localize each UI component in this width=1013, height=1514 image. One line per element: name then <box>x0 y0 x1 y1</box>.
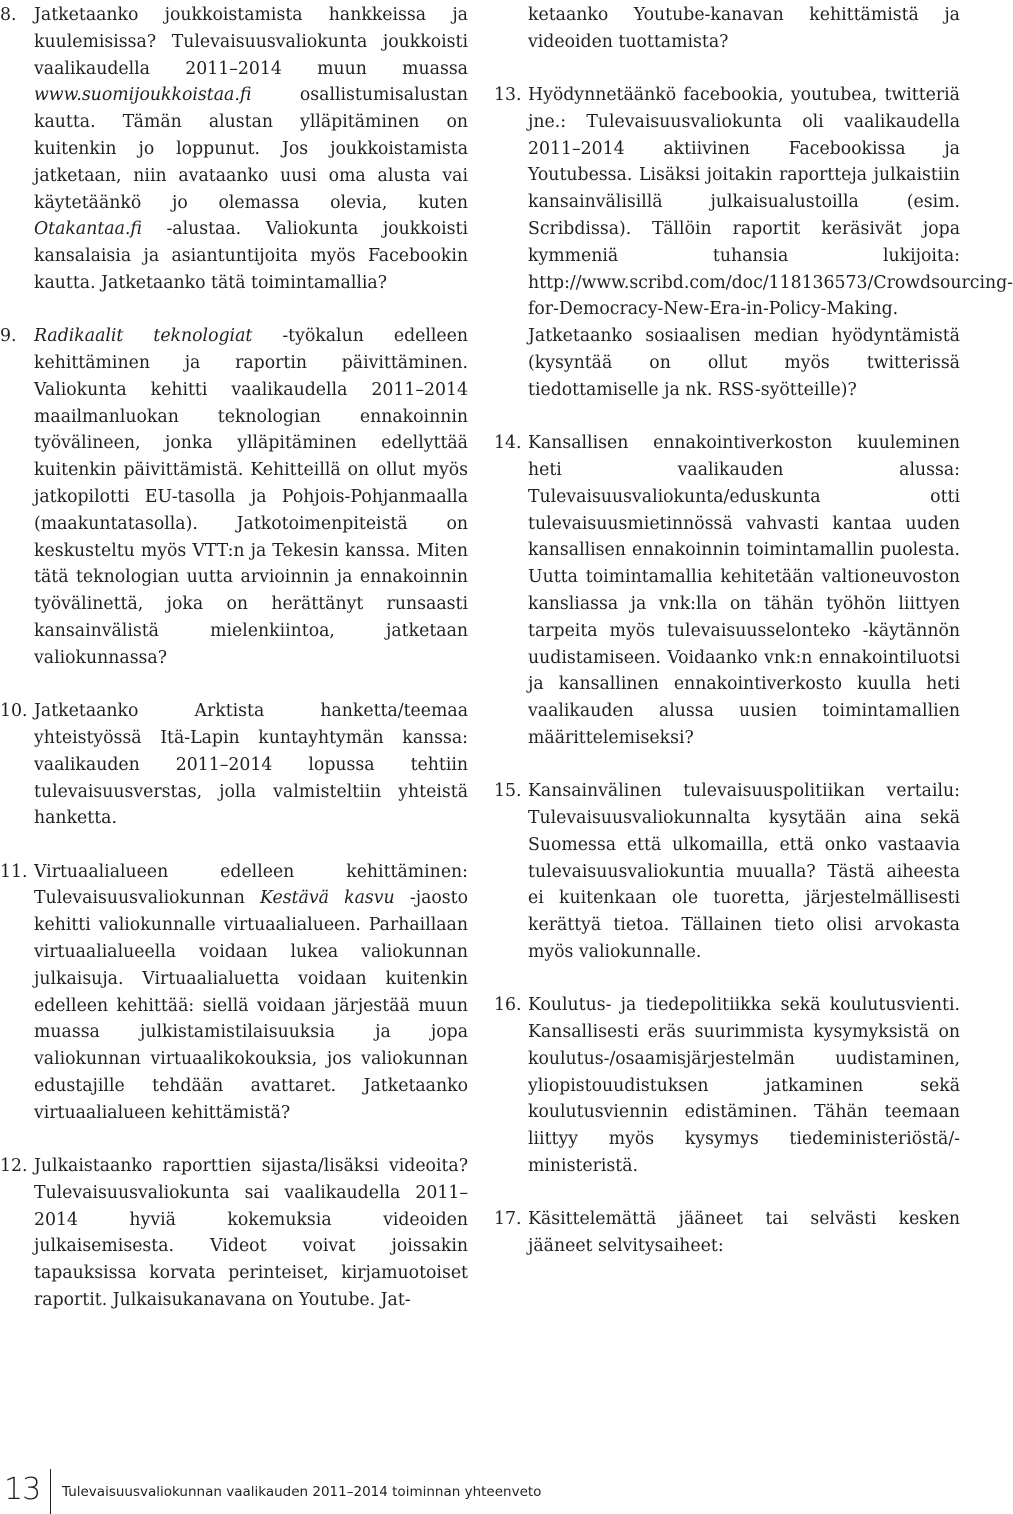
item-text: Hyödynnetäänkö facebookia, youtubea, twitteriä jne.: Tulevaisuusvaliokunta oli vaalikaudella 2011–2014 aktiivinen Facebookissa ja Youtubessa. Lisäksi joitakin raportteja julkaistiin kansainvälisillä julkaisualustoilla (esim. Scribdissa). Tällöin raportit keräsivät jopa kymmeniä tuhansia lukijoita: http://www.scribd.com/doc/118136573/Crowdsourcing-for-Democracy-New-Era-in-Policy-Making. Jatketaanko sosiaalisen median hyödyntämistä (kysyntää on ollut myös twitterissä tiedottamiselle ja nk. RSS-syötteille)? <box>528 85 1013 400</box>
list-item <box>494 778 960 966</box>
item-number: 12. <box>0 1156 28 1177</box>
list-item <box>0 698 468 832</box>
list-item-continuation <box>494 2 960 56</box>
footer-title: Tulevaisuusvaliokunnan vaalikauden 2011–2014 toiminnan yhteenveto <box>62 1484 542 1500</box>
left-column <box>0 2 468 1340</box>
item-text: Kansallisen ennakointiverkoston kuuleminen heti vaalikauden alussa: Tulevaisuusvaliokunta/eduskunta otti tulevaisuusmietinnössä vahvasti kantaa uuden kansallisen ennakoinnin toimintamallin puolesta. Uutta toimintamallia kehitetään valtioneuvoston kansliassa ja vnk:lla on tähän työhön liittyen tarpeita myös tulevaisuusselonteko -käytännön uudistamiseen. Voidaanko vnk:n ennakointiluotsi ja kansallinen ennakointiverkosto kuulla heti vaalikauden alussa uusien toimintamallien määrittelemiseksi? <box>528 433 960 748</box>
item-number: 10. <box>0 701 28 722</box>
list-item <box>494 1206 960 1260</box>
item-number: 15. <box>494 781 522 802</box>
item-text: Jatketaanko Arktista hanketta/teemaa yhteistyössä Itä-Lapin kuntayhtymän kanssa: vaalikauden 2011–2014 lopussa tehtiin tulevaisuusverstas, jolla valmisteltiin yhteistä hanketta. <box>34 701 468 829</box>
page-footer <box>0 1444 960 1514</box>
item-list-right <box>494 2 1013 1260</box>
item-number: 16. <box>494 995 522 1016</box>
list-item <box>494 430 960 752</box>
item-number: 17. <box>494 1209 522 1230</box>
item-text: Julkaistaanko raporttien sijasta/lisäksi videoita? Tulevaisuusvaliokunta sai vaalikaudella 2011–2014 hyviä kokemuksia videoiden julkaisemisesta. Videot voivat joissakin tapauksissa korvata perinteiset, kirjamuotoiset raportit. Julkaisukanavana on Youtube. Jat- <box>34 1156 468 1311</box>
item-text: Virtuaalialueen edelleen kehittäminen: Tulevaisuusvaliokunnan Kestävä kasvu -jaosto kehitti valiokunnalle virtuaalialueen. Parhaillaan virtuaalialueella voidaan lukea valiokunnan julkaisuja. Virtuaalialuetta voidaan kuitenkin edelleen kehittää: siellä voidaan järjestää muun muassa julkistamistilaisuuksia ja jopa valiokunnan virtuaalikokouksia, jos valiokunnan edustajille tehdään avattaret. Jatketaanko virtuaalialueen kehittämistä? <box>34 861 468 1123</box>
item-text: Koulutus- ja tiedepolitiikka sekä koulutusvienti. Kansallisesti eräs suurimmista kysymyksistä on koulutus-/osaamisjärjestelmän uudistaminen, yliopistouudistuksen jatkaminen sekä koulutusviennin edistäminen. Tähän teemaan liittyy myös kysymys tiedeministeriöstä/-ministeristä. <box>528 995 960 1177</box>
item-text: Kansainvälinen tulevaisuuspolitiikan vertailu: Tulevaisuusvaliokunnalta kysytään aina sekä Suomessa että ulkomailla, että onko vastaavia tulevaisuusvaliokuntia muualla? Tästä aiheesta ei kuitenkaan ole tuoretta, järjestelmällisesti kerättyä tietoa. Tällainen tieto olisi arvokasta myös valiokunnalle. <box>528 781 960 962</box>
item-number: 11. <box>0 861 28 882</box>
item-number: 13. <box>494 85 522 106</box>
list-item <box>494 992 960 1180</box>
item-text: Radikaalit teknologiat -työkalun edelleen kehittäminen ja raportin päivittäminen. Valiokunta kehitti vaalikaudella 2011–2014 maailmanluokan teknologian ennakoinnin työvälineen, jonka ylläpitäminen edellyttää kuitenkin päivittämistä. Kehitteillä on ollut myös jatkopilotti EU-tasolla ja Pohjois-Pohjanmaalla (maakuntatasolla). Jatkotoimenpiteistä on keskusteltu myös VTT:n ja Tekesin kanssa. Miten tätä teknologian uutta arvioinnin ja ennakoinnin työvälinettä, joka on herättänyt runsaasti kansainvälistä mielenkiintoa, jatketaan valiokunnassa? <box>34 326 468 668</box>
list-item <box>0 2 468 297</box>
list-item <box>0 1153 468 1314</box>
item-text: Jatketaanko joukkoistamista hankkeissa ja kuulemisissa? Tulevaisuusvaliokunta joukkoisti vaalikaudella 2011–2014 muun muassa www.suomijoukkoistaa.fi osallistumisalustan kautta. Tämän alustan ylläpitäminen on kuitenkin jo loppunut. Jos joukkoistamista jatketaan, niin avataanko uusi oma alusta vai käytetäänkö jo olemassa olevia, kuten Otakantaa.fi -alustaa. Valiokunta joukkoisti kansalaisia ja asiantuntijoita myös Facebookin kautta. Jatketaanko tätä toimintamallia? <box>34 5 468 293</box>
item-text: ketaanko Youtube-kanavan kehittämistä ja videoiden tuottamista? <box>528 5 960 52</box>
right-column <box>494 2 1013 1286</box>
item-text: Käsittelemättä jääneet tai selvästi kesken jääneet selvitysaiheet: <box>528 1209 960 1257</box>
list-item <box>494 82 1013 404</box>
list-item <box>0 323 468 671</box>
item-number: 9. <box>0 326 17 347</box>
item-number: 14. <box>494 433 522 454</box>
item-number: 8. <box>0 5 17 25</box>
footer-divider <box>50 1469 51 1514</box>
list-item <box>0 859 468 1127</box>
page-number: 13 <box>4 1472 41 1507</box>
item-list-left <box>0 2 468 1314</box>
